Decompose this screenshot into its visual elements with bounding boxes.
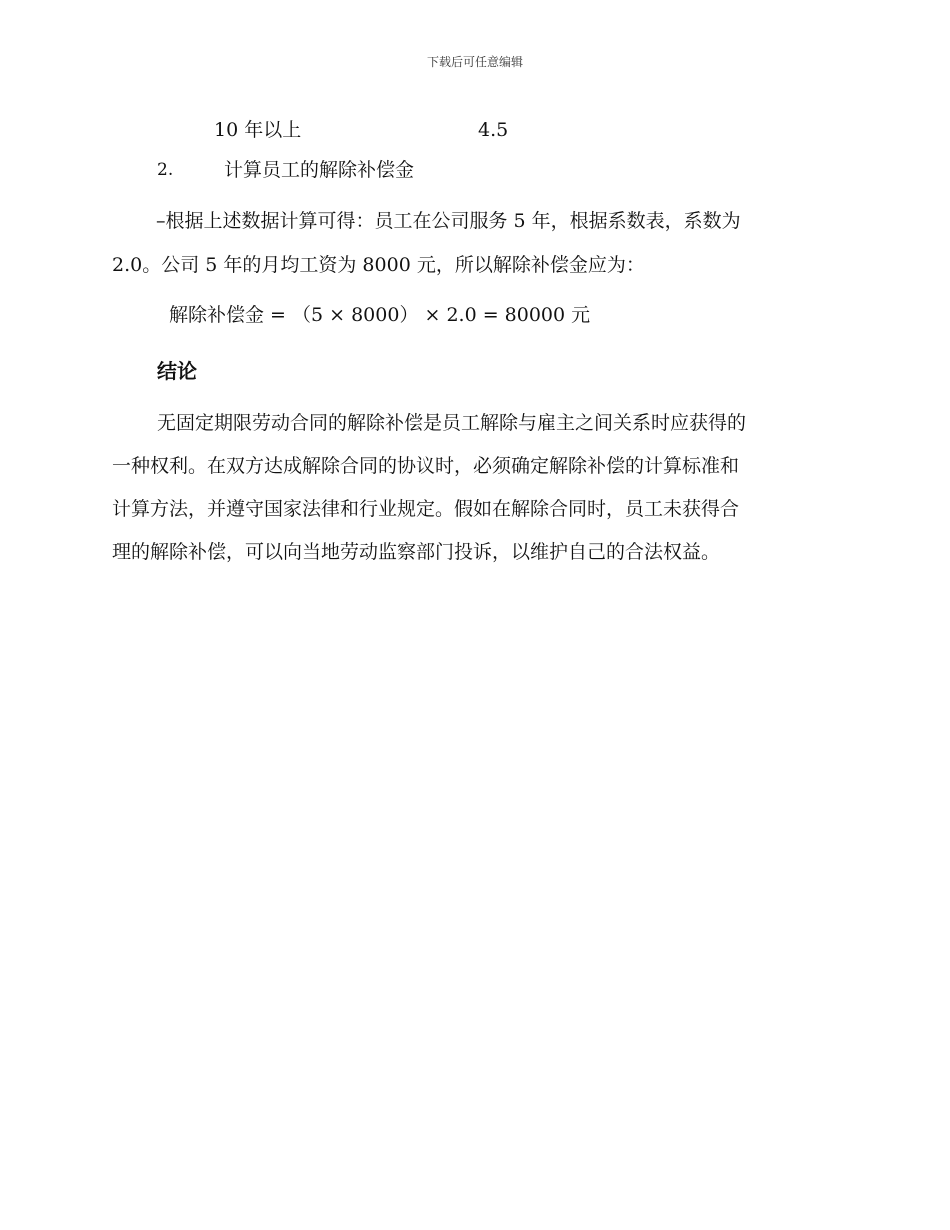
step-title: 计算员工的解除补偿金 xyxy=(224,159,415,181)
coefficient-cell: 4.5 xyxy=(478,119,509,141)
page-header: 下载后可任意编辑 xyxy=(426,55,523,69)
conclusion-heading: 结论 xyxy=(157,359,197,383)
compensation-formula: 解除补偿金 = （5 × 8000） × 2.0 = 80000 元 xyxy=(169,304,591,326)
conclusion-line-4: 理的解除补偿，可以向当地劳动监察部门投诉，以维护自己的合法权益。 xyxy=(112,541,721,563)
conclusion-line-2: 一种权利。在双方达成解除合同的协议时，必须确定解除补偿的计算标准和 xyxy=(112,455,740,477)
conclusion-line-3: 计算方法，并遵守国家法律和行业规定。假如在解除合同时，员工未获得合 xyxy=(112,498,740,520)
calculation-line-1: –根据上述数据计算可得：员工在公司服务 5 年，根据系数表，系数为 xyxy=(156,210,741,232)
step-number: 2. xyxy=(157,160,174,180)
service-years-cell: 10 年以上 xyxy=(214,119,302,141)
calculation-line-2: 2.0。公司 5 年的月均工资为 8000 元，所以解除补偿金应为： xyxy=(112,254,645,276)
conclusion-line-1: 无固定期限劳动合同的解除补偿是员工解除与雇主之间关系时应获得的 xyxy=(157,412,747,434)
